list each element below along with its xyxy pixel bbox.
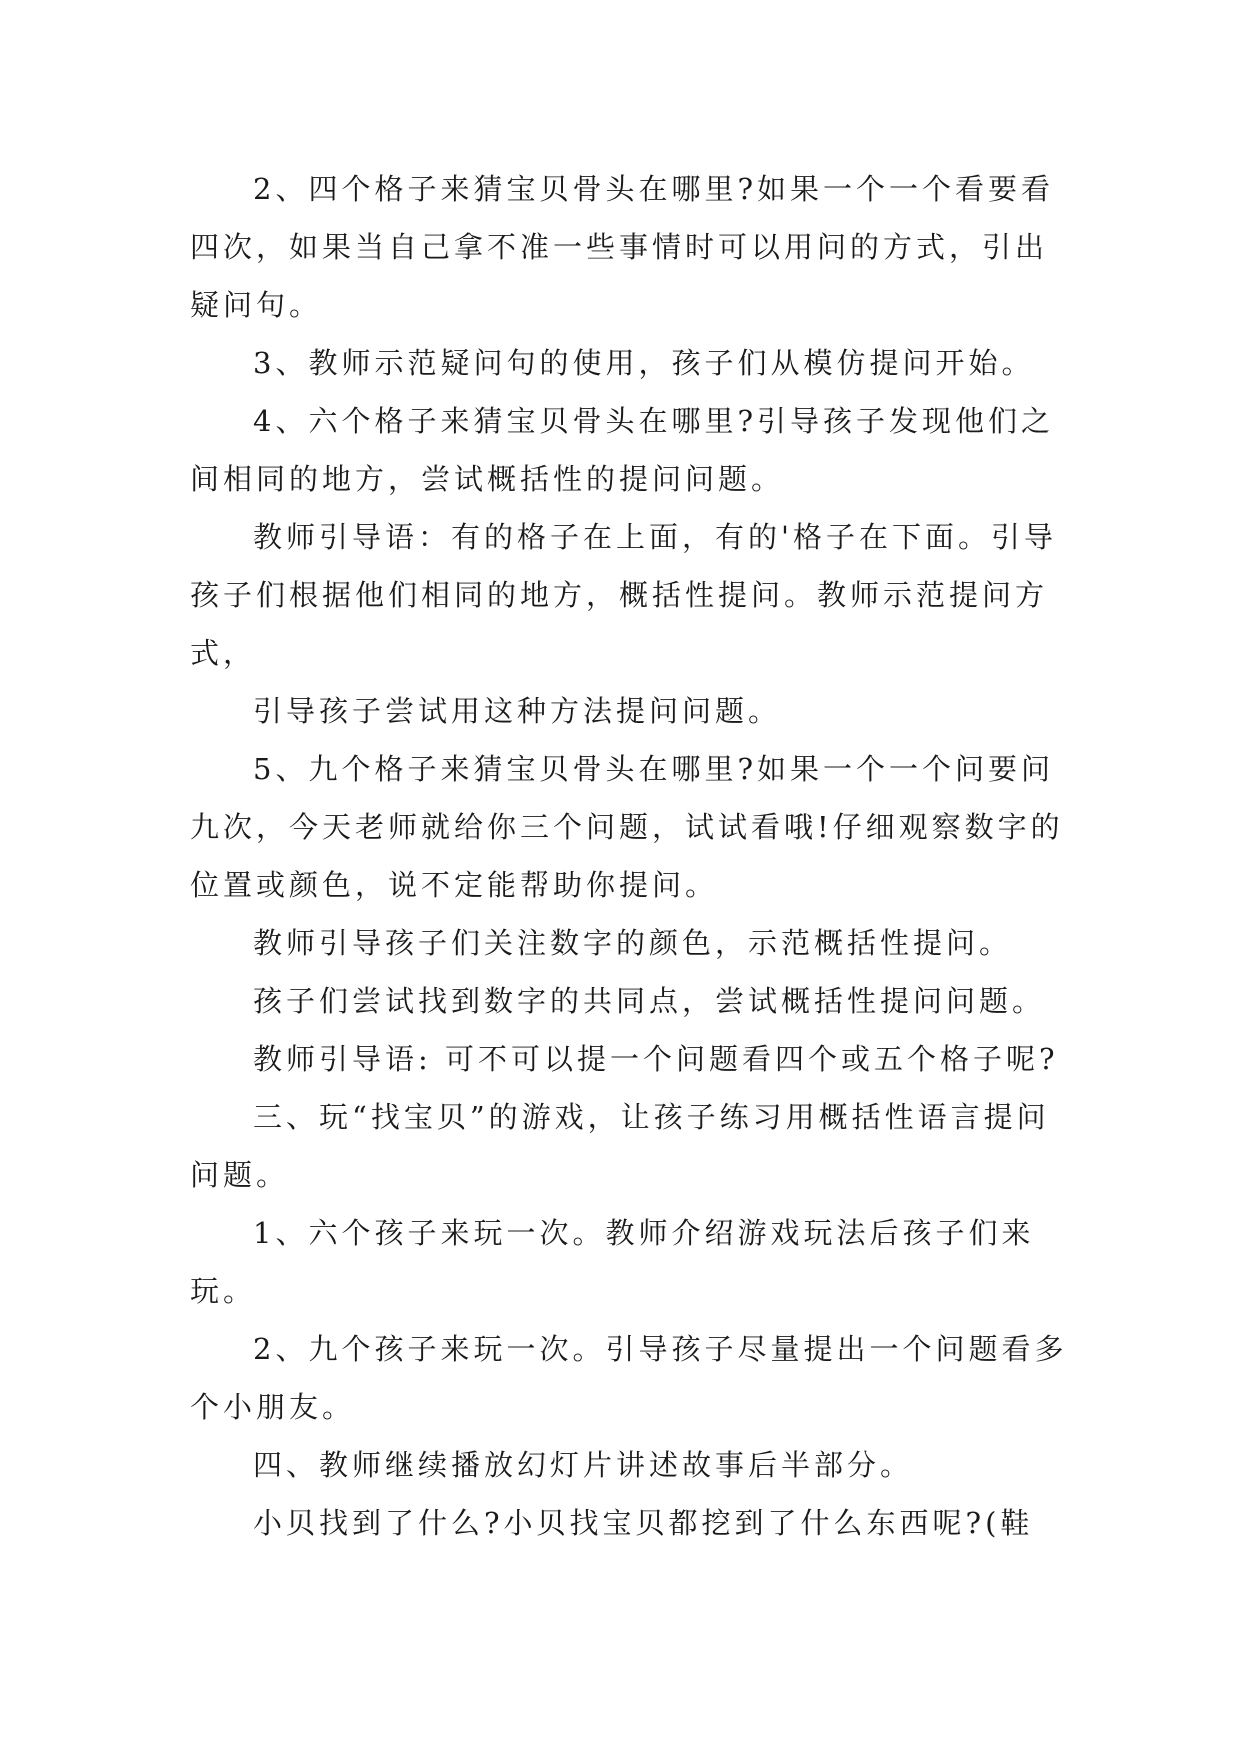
paragraph: 教师引导孩子们关注数字的颜色，示范概括性提问。 <box>253 926 1013 960</box>
paragraph: 1、六个孩子来玩一次。教师介绍游戏玩法后孩子们来玩。 <box>190 1216 1035 1308</box>
paragraph: 教师引导语: 可不可以提一个问题看四个或五个格子呢? <box>253 1042 1059 1076</box>
document-body <box>190 160 1070 1552</box>
paragraph: 孩子们尝试找到数字的共同点，尝试概括性提问问题。 <box>253 984 1046 1018</box>
paragraph: 小贝找到了什么?小贝找宝贝都挖到了什么东西呢?(鞋 <box>253 1506 1034 1540</box>
paragraph: 4、六个格子来猜宝贝骨头在哪里?引导孩子发现他们之间相同的地方，尝试概括性的提问问题。 <box>190 404 1054 496</box>
paragraph: 四、教师继续播放幻灯片讲述故事后半部分。 <box>253 1448 914 1482</box>
paragraph: 5、九个格子来猜宝贝骨头在哪里?如果一个一个问要问九次，今天老师就给你三个问题，试试看哦!仔细观察数字的位置或颜色，说不定能帮助你提问。 <box>190 752 1064 902</box>
paragraph: 3、教师示范疑问句的使用，孩子们从模仿提问开始。 <box>253 346 1035 380</box>
paragraph: 2、四个格子来猜宝贝骨头在哪里?如果一个一个看要看四次，如果当自己拿不准一些事情时可以用问的方式，引出疑问句。 <box>190 172 1054 322</box>
paragraph: 引导孩子尝试用这种方法提问问题。 <box>253 694 782 728</box>
paragraph: 三、玩“找宝贝”的游戏，让孩子练习用概括性语言提问问题。 <box>190 1100 1050 1192</box>
paragraph: 2、九个孩子来玩一次。引导孩子尽量提出一个问题看多个小朋友。 <box>190 1332 1068 1424</box>
paragraph: 教师引导语：有的格子在上面，有的'格子在下面。引导孩子们根据他们相同的地方，概括性提问。教师示范提问方式， <box>190 520 1057 670</box>
